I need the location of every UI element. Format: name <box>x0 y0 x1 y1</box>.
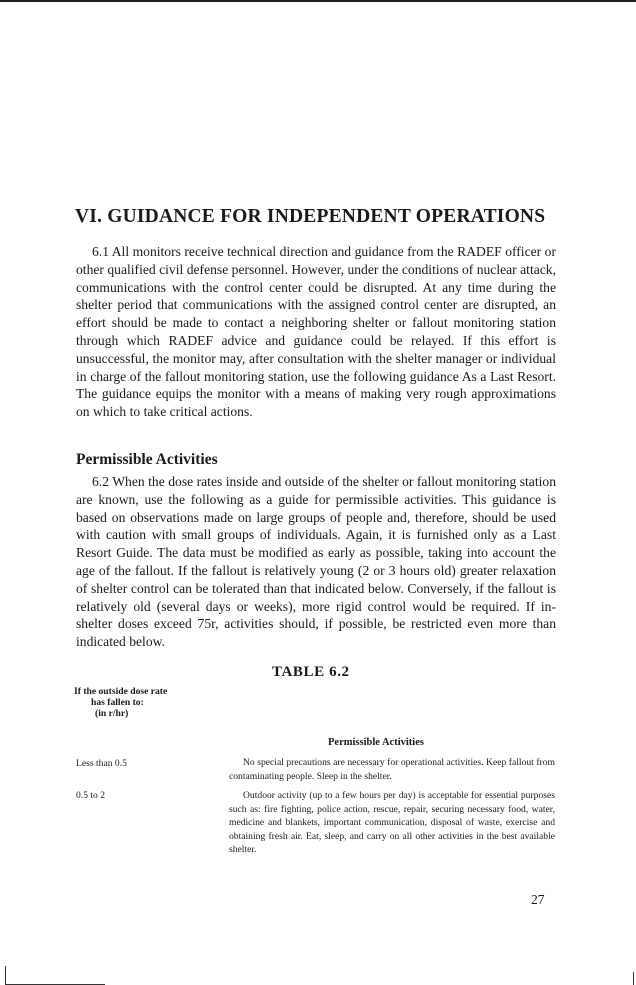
chapter-title: VI. GUIDANCE FOR INDEPENDENT OPERATIONS <box>75 206 546 227</box>
table-row-dose-rate: 0.5 to 2 <box>76 790 106 801</box>
paragraph-6-2: 6.2 When the dose rates inside and outside of the shelter or fallout monitoring station are known, use the following as a guide for permissible activities. This guidance is based on observations made on large groups of people and, therefore, should be used with caution with small groups of individuals. Again, it is furnished only as a Last Resort Guide. The data must be modified as early as possible, taking into account the age of the fallout. If the fallout is relatively young (2 or 3 hours old) greater relaxation of shelter control can be tolerated than that indicated below. Conversely, if the fallout is relatively old (several days or weeks), more rigid control would be required. If in-shelter doses exceed 75r, activities should, if possible, be restricted even more than indicated below. <box>76 474 556 650</box>
section-heading-permissible-activities: Permissible Activities <box>76 451 218 468</box>
column-header-line: has fallen to: <box>91 697 144 708</box>
table-column-header-dose-rate <box>74 686 224 719</box>
page-number: 27 <box>531 892 545 907</box>
table-row-activities: No special precautions are necessary for operational activities. Keep fallout from contaminating people. Sleep in the shelter. <box>229 757 555 782</box>
crop-mark <box>633 972 634 985</box>
column-header-line: If the outside dose rate <box>74 686 168 697</box>
top-edge-rule <box>0 0 636 2</box>
table-column-header-activities: Permissible Activities <box>328 737 424 748</box>
table-row-dose-rate: Less than 0.5 <box>76 758 127 769</box>
crop-mark <box>5 966 6 985</box>
column-header-line: (in r/hr) <box>95 708 129 719</box>
table-row-activities: Outdoor activity (up to a few hours per day) is acceptable for essential purposes such as: fire fighting, police action, rescue, repair, securing necessary food, water, medicine and blankets, important communication, disposal of waste, exercise and obtaining fresh air. Eat, sleep, and carry on all other activities in the best available shelter. <box>229 790 555 856</box>
paragraph-6-1: 6.1 All monitors receive technical direction and guidance from the RADEF officer or other qualified civil defense personnel. However, under the conditions of nuclear attack, communications with the control center could be disrupted. At any time during the shelter period that communications with the assigned control center are disrupted, an effort should be made to contact a neighboring shelter or fallout monitoring station through which RADEF advice and guidance could be relayed. If this effort is unsuccessful, the monitor may, after consultation with the shelter manager or individual in charge of the fallout monitoring station, use the following guidance As a Last Resort. The guidance equips the monitor with a means of making very rough approximations on which to take critical actions. <box>76 244 556 420</box>
table-title: TABLE 6.2 <box>272 664 350 680</box>
